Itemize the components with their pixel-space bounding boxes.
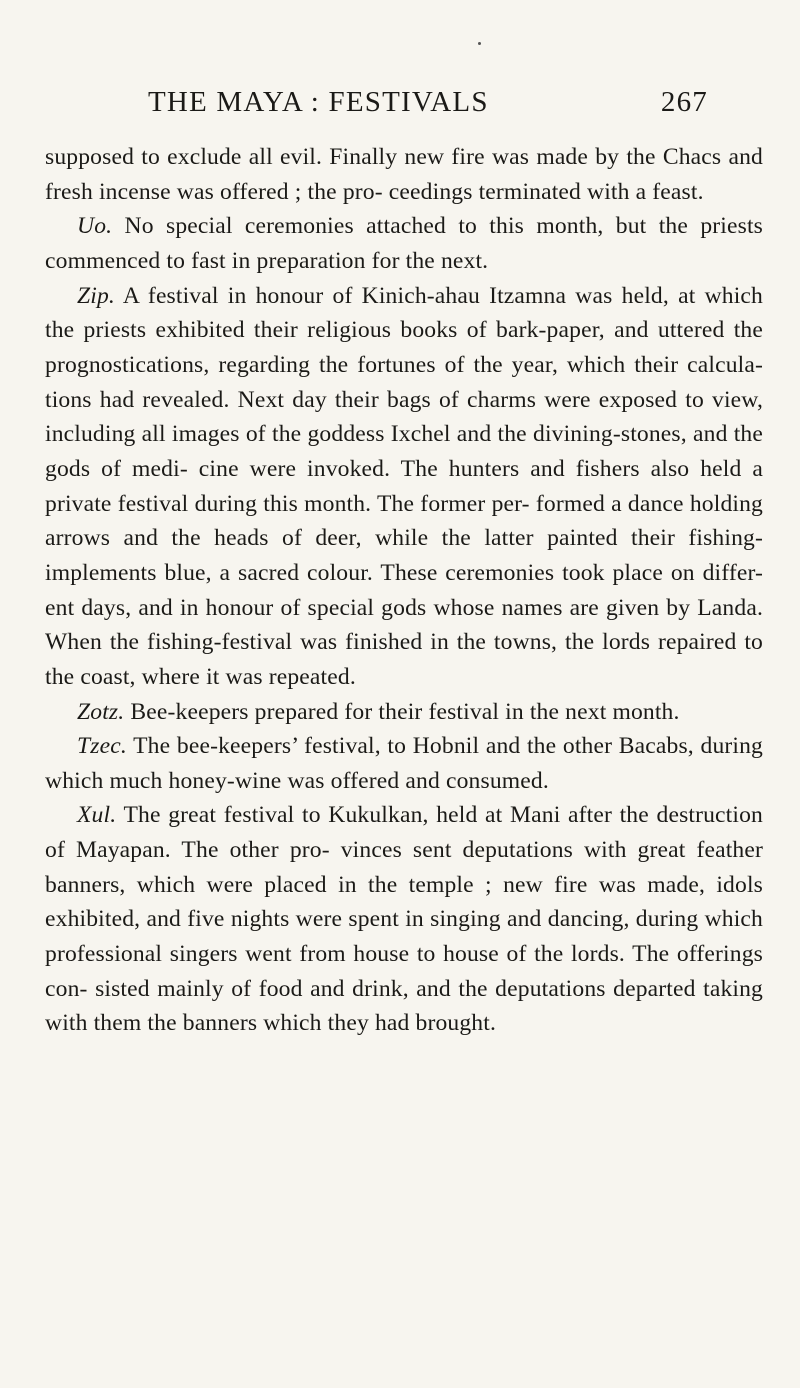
- paragraph-xul: [45, 798, 763, 1041]
- page-number: 267: [660, 86, 708, 118]
- paragraph-tzec: [45, 729, 763, 798]
- paragraph-text: Bee-keepers prepared for their festival in the next month.: [124, 698, 680, 725]
- month-name: Zip.: [77, 282, 115, 309]
- paragraph-text: A festival in honour of Kinich-ahau Itzamna was held, at which the priests exhibited their religious books of bark-paper, and uttered the prognostications, regarding the fortunes of the year, which their calcula- tions had revealed. Next day their bags of charms were exposed to view, including all images of the goddess Ixchel and the divining-stones, and the gods of medi- cine were invoked. The hunters and fishers also held a private festival during this month. The former per- formed a dance holding arrows and the heads of deer, while the latter painted their fishing-implements blue, a sacred colour. These ceremonies took place on differ- ent days, and in honour of special gods whose names are given by Landa. When the fishing-festival was finished in the towns, the lords repaired to the coast, where it was repeated.: [45, 282, 763, 690]
- paragraph-text: supposed to exclude all evil. Finally new fire was made by the Chacs and fresh incense was offered ; the pro- ceedings terminated with a feast.: [45, 144, 763, 205]
- month-name: Uo.: [77, 213, 113, 240]
- running-header: [148, 86, 708, 126]
- month-name: Zotz.: [77, 698, 125, 725]
- chapter-title: THE MAYA : FESTIVALS: [148, 86, 489, 118]
- paragraph-text: The bee-keepers’ festival, to Hobnil and the other Bacabs, during which much honey-wine was offered and consumed.: [45, 733, 763, 794]
- paragraph-uo: [45, 209, 763, 278]
- print-speck: [478, 42, 481, 45]
- month-name: Xul.: [77, 802, 117, 829]
- paragraph-zip: [45, 279, 763, 695]
- paragraph-zotz: [45, 695, 763, 730]
- paragraph-continuation: [45, 140, 763, 209]
- body-text: [45, 140, 763, 1041]
- paragraph-text: No special ceremonies attached to this month, but the priests commenced to fast in preparation for the next.: [45, 213, 763, 274]
- month-name: Tzec.: [77, 733, 127, 760]
- paragraph-text: The great festival to Kukulkan, held at Mani after the destruction of Mayapan. The other pro- vinces sent deputations with great feather banners, which were placed in the temple ; new fire was made, idols exhibited, and five nights were spent in singing and dancing, during which professional singers went from house to house of the lords. The offerings con- sisted mainly of food and drink, and the deputations departed taking with them the banners which they had brought.: [45, 802, 763, 1037]
